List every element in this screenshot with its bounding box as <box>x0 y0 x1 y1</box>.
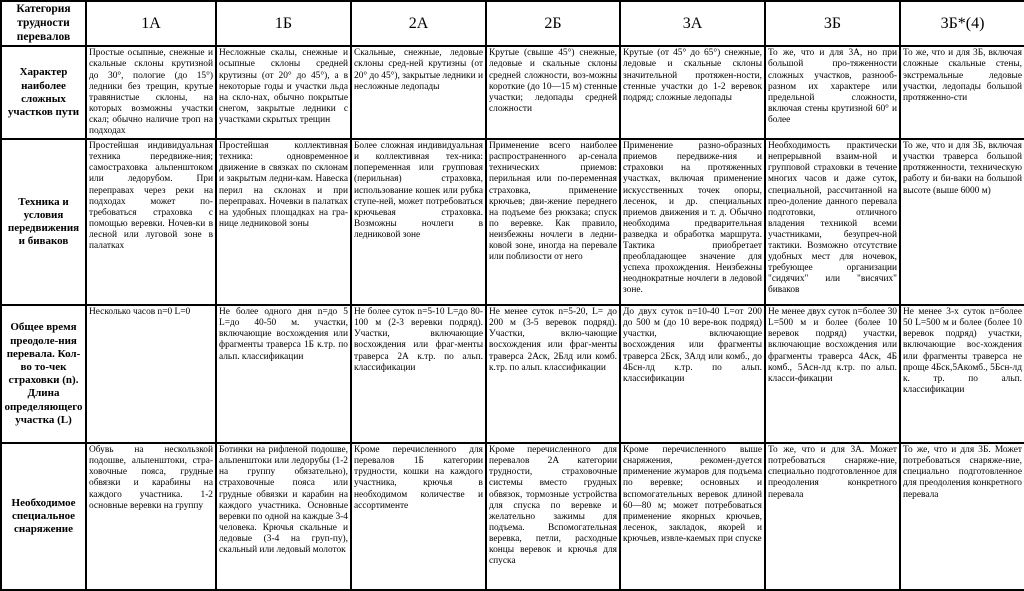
table-cell: До двух суток n=10-40 L=от 200 до 500 м (до 10 вере-вок подряд) участки, включающие восхождения или фрагменты траверса 2Бск, 3Алд или комб., до 4Бсн-лд к.тр. по альп. классификации <box>620 305 765 443</box>
table-cell: Несколько часов n=0 L=0 <box>86 305 216 443</box>
column-header-3a: 3А <box>620 1 765 46</box>
table-cell: Простейшая индивидуальная техника передвиже-ния; самостраховка альпенштоком или ледорубом. При переправах через реки на подходах может по-требоваться страховка с помощью веревки. Ночев-ки в лесной или луговой зоне в палатках <box>86 139 216 305</box>
table-cell: То же, что и для 3А. Может потребоваться снаряже-ние, специально подготовленное для преодоления конкретного перевала <box>765 443 900 590</box>
column-header-3b4: 3Б*(4) <box>900 1 1024 46</box>
column-header-1a: 1А <box>86 1 216 46</box>
table-cell: Применение всего наиболее распространенного ар-сенала технических приемов: перильная или по-переменная страховка, применение крючьев; дви-жение переднего на подъеме без рюкзака; спуск по веревке. Как правило, неизбежны ночлеги в ледни-ковой зоне, иногда на перевале или поблизости от него <box>486 139 620 305</box>
table-cell: То же, что и для 3Б, включая участки траверса большой протяженности, техническую работу и би-ваки на большой высоте (выше 6000 м) <box>900 139 1024 305</box>
row-header-technique: Техника и условия передвижения и биваков <box>1 139 86 305</box>
row-equipment <box>1 443 1024 590</box>
row-character <box>1 46 1024 139</box>
table-cell: Ботинки на рифленой подошве, альпенштоки или ледорубы (1-2 на группу обязательно), страховочные пояса или грудные обвязки и карабин на каждого участника. Основные веревки по одной на каждые 3-4 человека. Крючья скальные и ледовые (3-4 на груп-пу), скальный или ледовый молоток <box>216 443 351 590</box>
table-cell: То же, что и для 3Б, включая сложные скальные стены, экстремальные ледовые участки, ледопады большой протяженно-сти <box>900 46 1024 139</box>
table-cell: Применение разно-образных приемов передвиже-ния и страховки на протяженных участках, включая применение искусственных точек опоры, лесенок, и др. специальных приемов движения и т. д. Обычно необходима предварительная разведка и обработка маршрута. Тактика приобретает преобладающее значение для успеха прохождения. Неизбежны неоднократные ночлеги в ледовой зоне. <box>620 139 765 305</box>
table-cell: Не более суток n=5-10 L=до 80-100 м (2-3 веревки подряд). Участки, включающие восхождения или фраг-менты траверса 2А к.тр. по альп. классификации <box>351 305 486 443</box>
column-header-2a: 2А <box>351 1 486 46</box>
column-header-1b: 1Б <box>216 1 351 46</box>
corner-header-cell: Категория трудности перевалов <box>1 1 86 46</box>
header-row <box>1 1 1024 46</box>
table-cell: Более сложная индивидуальная и коллективная тех-ника: попеременная или групповая (перильная) страховка, использование кошек или рубка ступе-ней, может потребоваться крючьевая страховка. Возможны ночлеги в ледниковой зоне <box>351 139 486 305</box>
column-header-2b: 2Б <box>486 1 620 46</box>
table-cell: Простейшая коллективная техника: одновременное движение в связках по склонам и закрытым ледни-кам. Навеска перил на склонах и при переправах. Ночевки в палатках на удобных площадках на гра-нице ледниковой зоны <box>216 139 351 305</box>
table-cell: Несложные скалы, снежные и осыпные склоны средней крутизны (от 20° до 45°), а в некоторые годы и участки льда на скло-нах, обычно покрытые снегом, закрытые ледники с участками скрытых трещин <box>216 46 351 139</box>
row-technique <box>1 139 1024 305</box>
table-cell: Обувь на нескользкой подошве, альпенштоки, стра-ховочные пояса, грудные обвязки и карабины на каждого участника. 1-2 основные веревки на группу <box>86 443 216 590</box>
row-header-character: Характер наиболее сложных участков пути <box>1 46 86 139</box>
table-cell: Не более одного дня n=до 5 L=до 40-50 м. участки, включающие восхождения или фрагменты траверса 1Б к.тр. по альп. классификации <box>216 305 351 443</box>
table-cell: Не менее суток n=5-20, L= до 200 м (3-5 веревок подряд). Участки, вклю-чающие восхождения или фраг-менты траверса 2Аск, 2Блд или комб. к.тр. по альп. классификации <box>486 305 620 443</box>
table-cell: Крутые (свыше 45°) снежные, ледовые и скальные склоны средней сложности, воз-можны короткие (до 10—15 м) стенные участки; ледопады средней сложности <box>486 46 620 139</box>
table-cell: Кроме перечисленного для перевалов 2А категории трудности, страховочные системы вместо грудных обвязок, тормозные устройства для спуска по веревке и желательно зажимы для подъема. Вспомогательная веревка, петли, расходные концы веревок и крючья для спуска <box>486 443 620 590</box>
table-cell: Кроме перечисленного для перевалов 1Б категории трудности, кошки на каждого участника, крючья в необходимом количестве и ассортименте <box>351 443 486 590</box>
table-cell: Крутые (от 45° до 65°) снежные, ледовые и скальные склоны значительной протяжен-ности, стенные участки до 1-2 веревок подряд; сложные ледопады <box>620 46 765 139</box>
table-cell: То же, что и для 3Б. Может потребоваться снаряже-ние, специально подготовленное для преодоления конкретного перевала <box>900 443 1024 590</box>
table-cell: Простые осыпные, снежные и скальные склоны крутизной до 30°, пологие (до 15°) ледники без трещин, крутые травянистые склоны, на которых возможны участки скал; обычно наличие троп на подходах <box>86 46 216 139</box>
table-cell: То же, что и для 3А, но при большой про-тяженности сложных участков, разнооб-разном их характере или предельной сложности, включая стены крутизной 60° и более <box>765 46 900 139</box>
column-header-3b: 3Б <box>765 1 900 46</box>
row-header-time: Общее время преодоле-ния перевала. Кол-во то-чек страховки (n). Длина определяющего участка (L) <box>1 305 86 443</box>
table-cell: Не менее двух суток n=более 30 L=500 м и более (более 10 веревок подряд) участки, включающие восхождения или фрагменты траверса 4Аск, 4Б комб., 5Асн-лд к.тр. по альп. класси-фикации <box>765 305 900 443</box>
row-time <box>1 305 1024 443</box>
row-header-equipment: Необходимое специальное снаряжение <box>1 443 86 590</box>
table-cell: Необходимость практически непрерывной взаим-ной и групповой страховки в течение многих часов и даже суток, специальной, рассчитанной на прео-доление данного перевала подготовки, отличного владения техникой всеми участниками, безупреч-ной тактики. Возможно отсутствие удобных мест для ночевок, требующее организации "сидячих" или "висячих" биваков <box>765 139 900 305</box>
table-cell: Скальные, снежные, ледовые склоны сред-ней крутизны (от 20° до 45°), закрытые ледники и несложные ледопады <box>351 46 486 139</box>
table-cell: Не менее 3-х суток n=более 50 L=500 м и более (более 10 веревок подряд) участки, включающие вос-хождения или фрагменты траверса не проще 4Бск,5Акомб., 5Бсн-лд к. тр. по альп. классификации <box>900 305 1024 443</box>
table-cell: Кроме перечисленного выше снаряжения, рекомен-дуется применение жумаров для подъема по веревке; основных и вспомогательных веревок длиной 60—80 м; может потребоваться применение якорных крючьев, лесенок, закладок, якорей и крючьев, извле-каемых при спуске <box>620 443 765 590</box>
